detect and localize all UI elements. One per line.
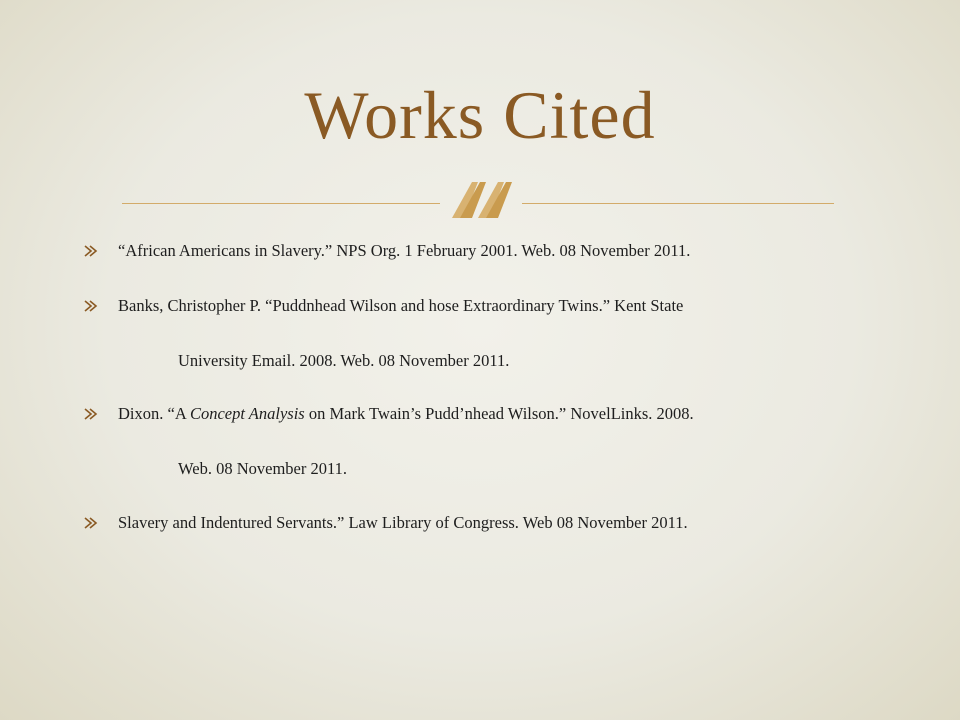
citation-italic-title: Concept Analysis: [189, 404, 305, 423]
double-arrow-bullet-icon: [84, 408, 98, 420]
citation-text: on Mark Twain’s Pudd’nhead Wilson.” NovelLinks. 2008.: [304, 404, 694, 423]
citation-continuation: Web. 08 November 2011.: [178, 459, 347, 478]
double-arrow-bullet-icon: [84, 300, 98, 312]
citation-entry-4: [84, 513, 688, 533]
citation-text: Banks, Christopher P. “Puddnhead Wilson and hose Extraordinary Twins.” Kent State: [118, 296, 684, 315]
citation-text: Slavery and Indentured Servants.” Law Library of Congress. Web 08 November 2011.: [118, 513, 688, 532]
citation-entry-2: [84, 296, 683, 316]
title-rule-left: [122, 203, 440, 204]
citation-entry-3: [84, 404, 694, 424]
title-rule-right: [522, 203, 834, 204]
citation-text: “African Americans in Slavery.” NPS Org. 1 February 2001. Web. 08 November 2011.: [118, 241, 691, 260]
citation-continuation: University Email. 2008. Web. 08 November 2011.: [178, 351, 510, 370]
slide-title: Works Cited: [304, 77, 656, 153]
double-arrow-bullet-icon: [84, 517, 98, 529]
double-arrow-bullet-icon: [84, 245, 98, 257]
double-quote-ornament-icon: [448, 178, 514, 224]
citation-text: Dixon. “A: [118, 404, 190, 423]
citation-entry-1: [84, 241, 690, 261]
